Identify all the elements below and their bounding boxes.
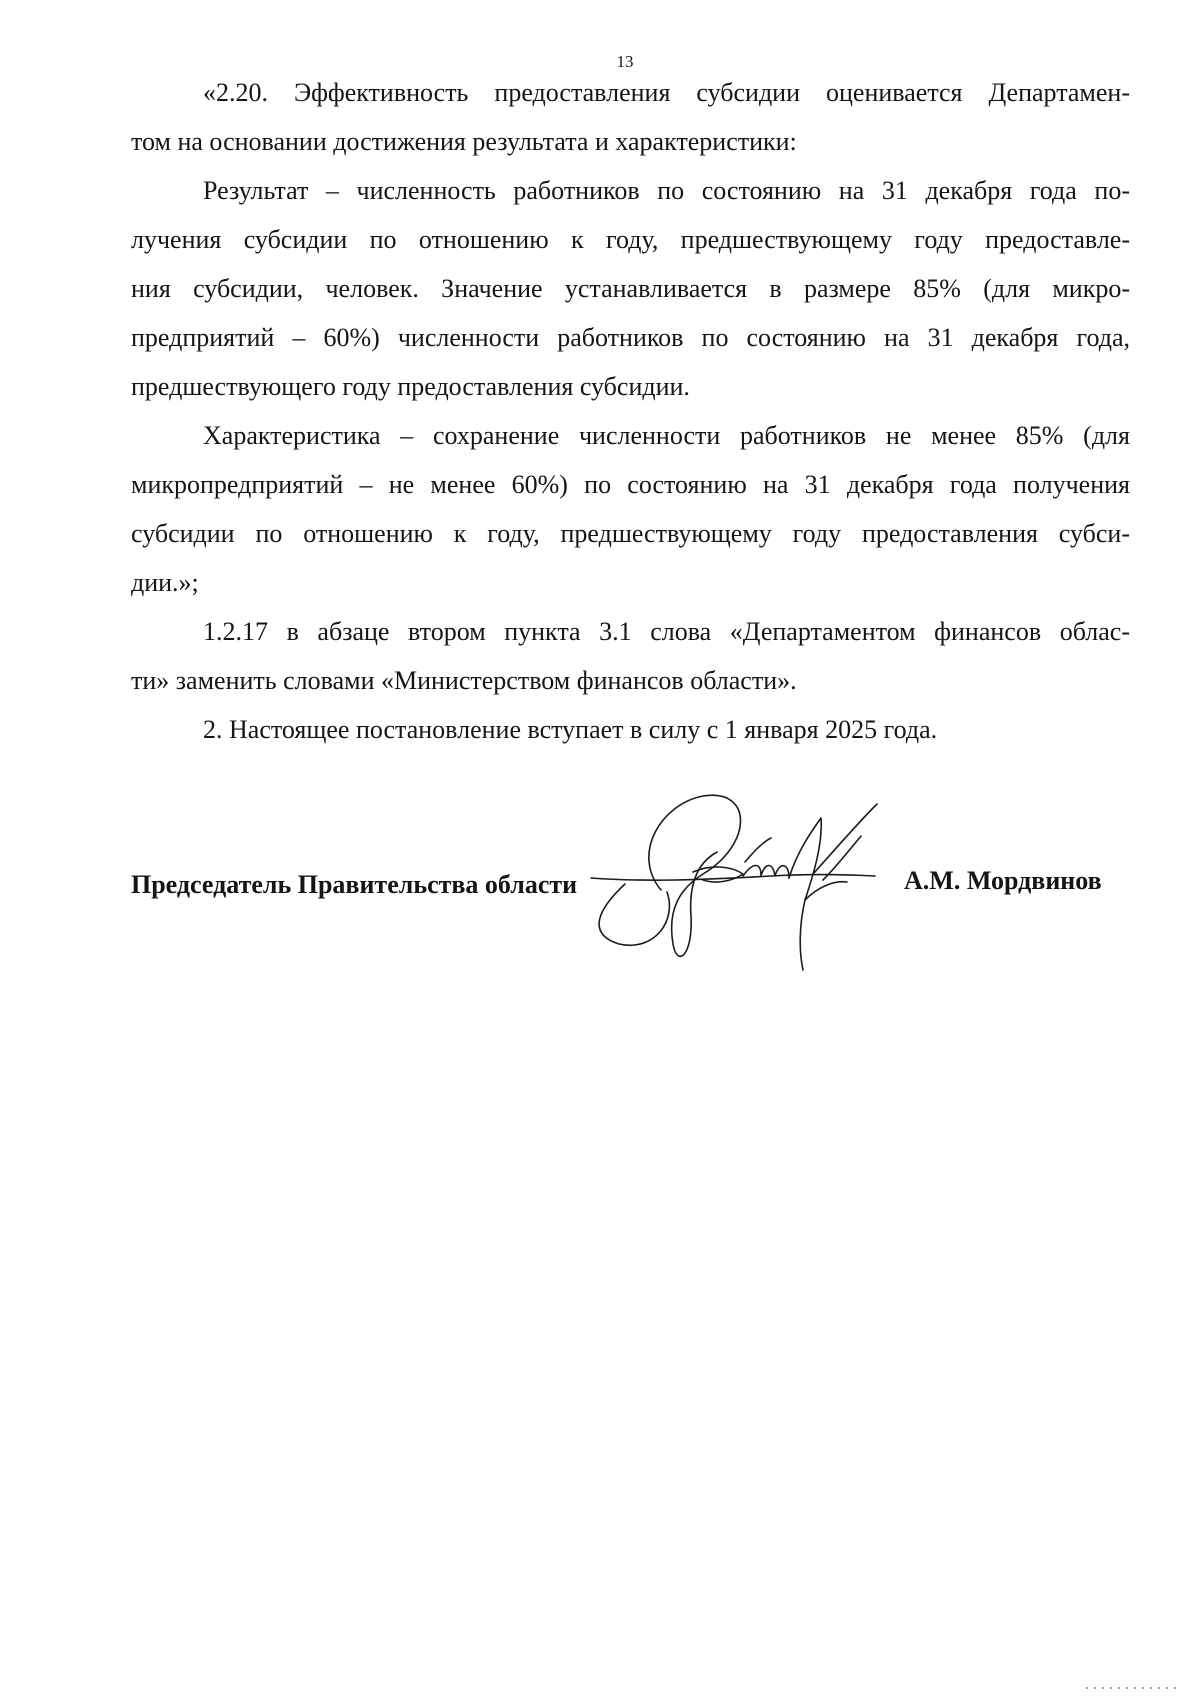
characteristic-paragraph-line-3: субсидии по отношению к году, предшествующему году предоставления субси- (131, 519, 1130, 548)
result-paragraph-line-5: предшествующего году предоставления субсидии. (131, 372, 690, 401)
signatory-position: Председатель Правительства области (131, 870, 578, 899)
result-paragraph-line-1: Результат – численность работников по состоянию на 31 декабря года по- (203, 176, 1130, 205)
characteristic-paragraph-line-1: Характеристика – сохранение численности работников не менее 85% (для (203, 421, 1130, 450)
scan-edge-artifact (1086, 1686, 1182, 1690)
result-paragraph-line-3: ния субсидии, человек. Значение устанавливается в размере 85% (для микро- (131, 274, 1130, 303)
signatory-name: А.М. Мордвинов (904, 866, 1102, 895)
handwritten-signature (585, 792, 925, 992)
result-paragraph-line-4: предприятий – 60%) численности работников по состоянию на 31 декабря года, (131, 323, 1130, 352)
page-number: 13 (616, 52, 634, 71)
amendment-1-2-17-line-2: ти» заменить словами «Министерством финансов области». (131, 666, 797, 695)
result-paragraph-line-2: лучения субсидии по отношению к году, предшествующему году предоставле- (131, 225, 1130, 254)
paragraph-2-20-line-1: «2.20. Эффективность предоставления субсидии оценивается Департамен- (203, 78, 1130, 107)
characteristic-paragraph-line-2: микропредприятий – не менее 60%) по состоянию на 31 декабря года получения (131, 470, 1130, 499)
characteristic-paragraph-line-4: дии.»; (131, 568, 199, 597)
paragraph-2-20-line-2: том на основании достижения результата и характеристики: (131, 127, 797, 156)
effective-date-paragraph: 2. Настоящее постановление вступает в силу с 1 января 2025 года. (203, 715, 938, 744)
amendment-1-2-17-line-1: 1.2.17 в абзаце втором пункта 3.1 слова «Департаментом финансов облас- (203, 617, 1130, 646)
